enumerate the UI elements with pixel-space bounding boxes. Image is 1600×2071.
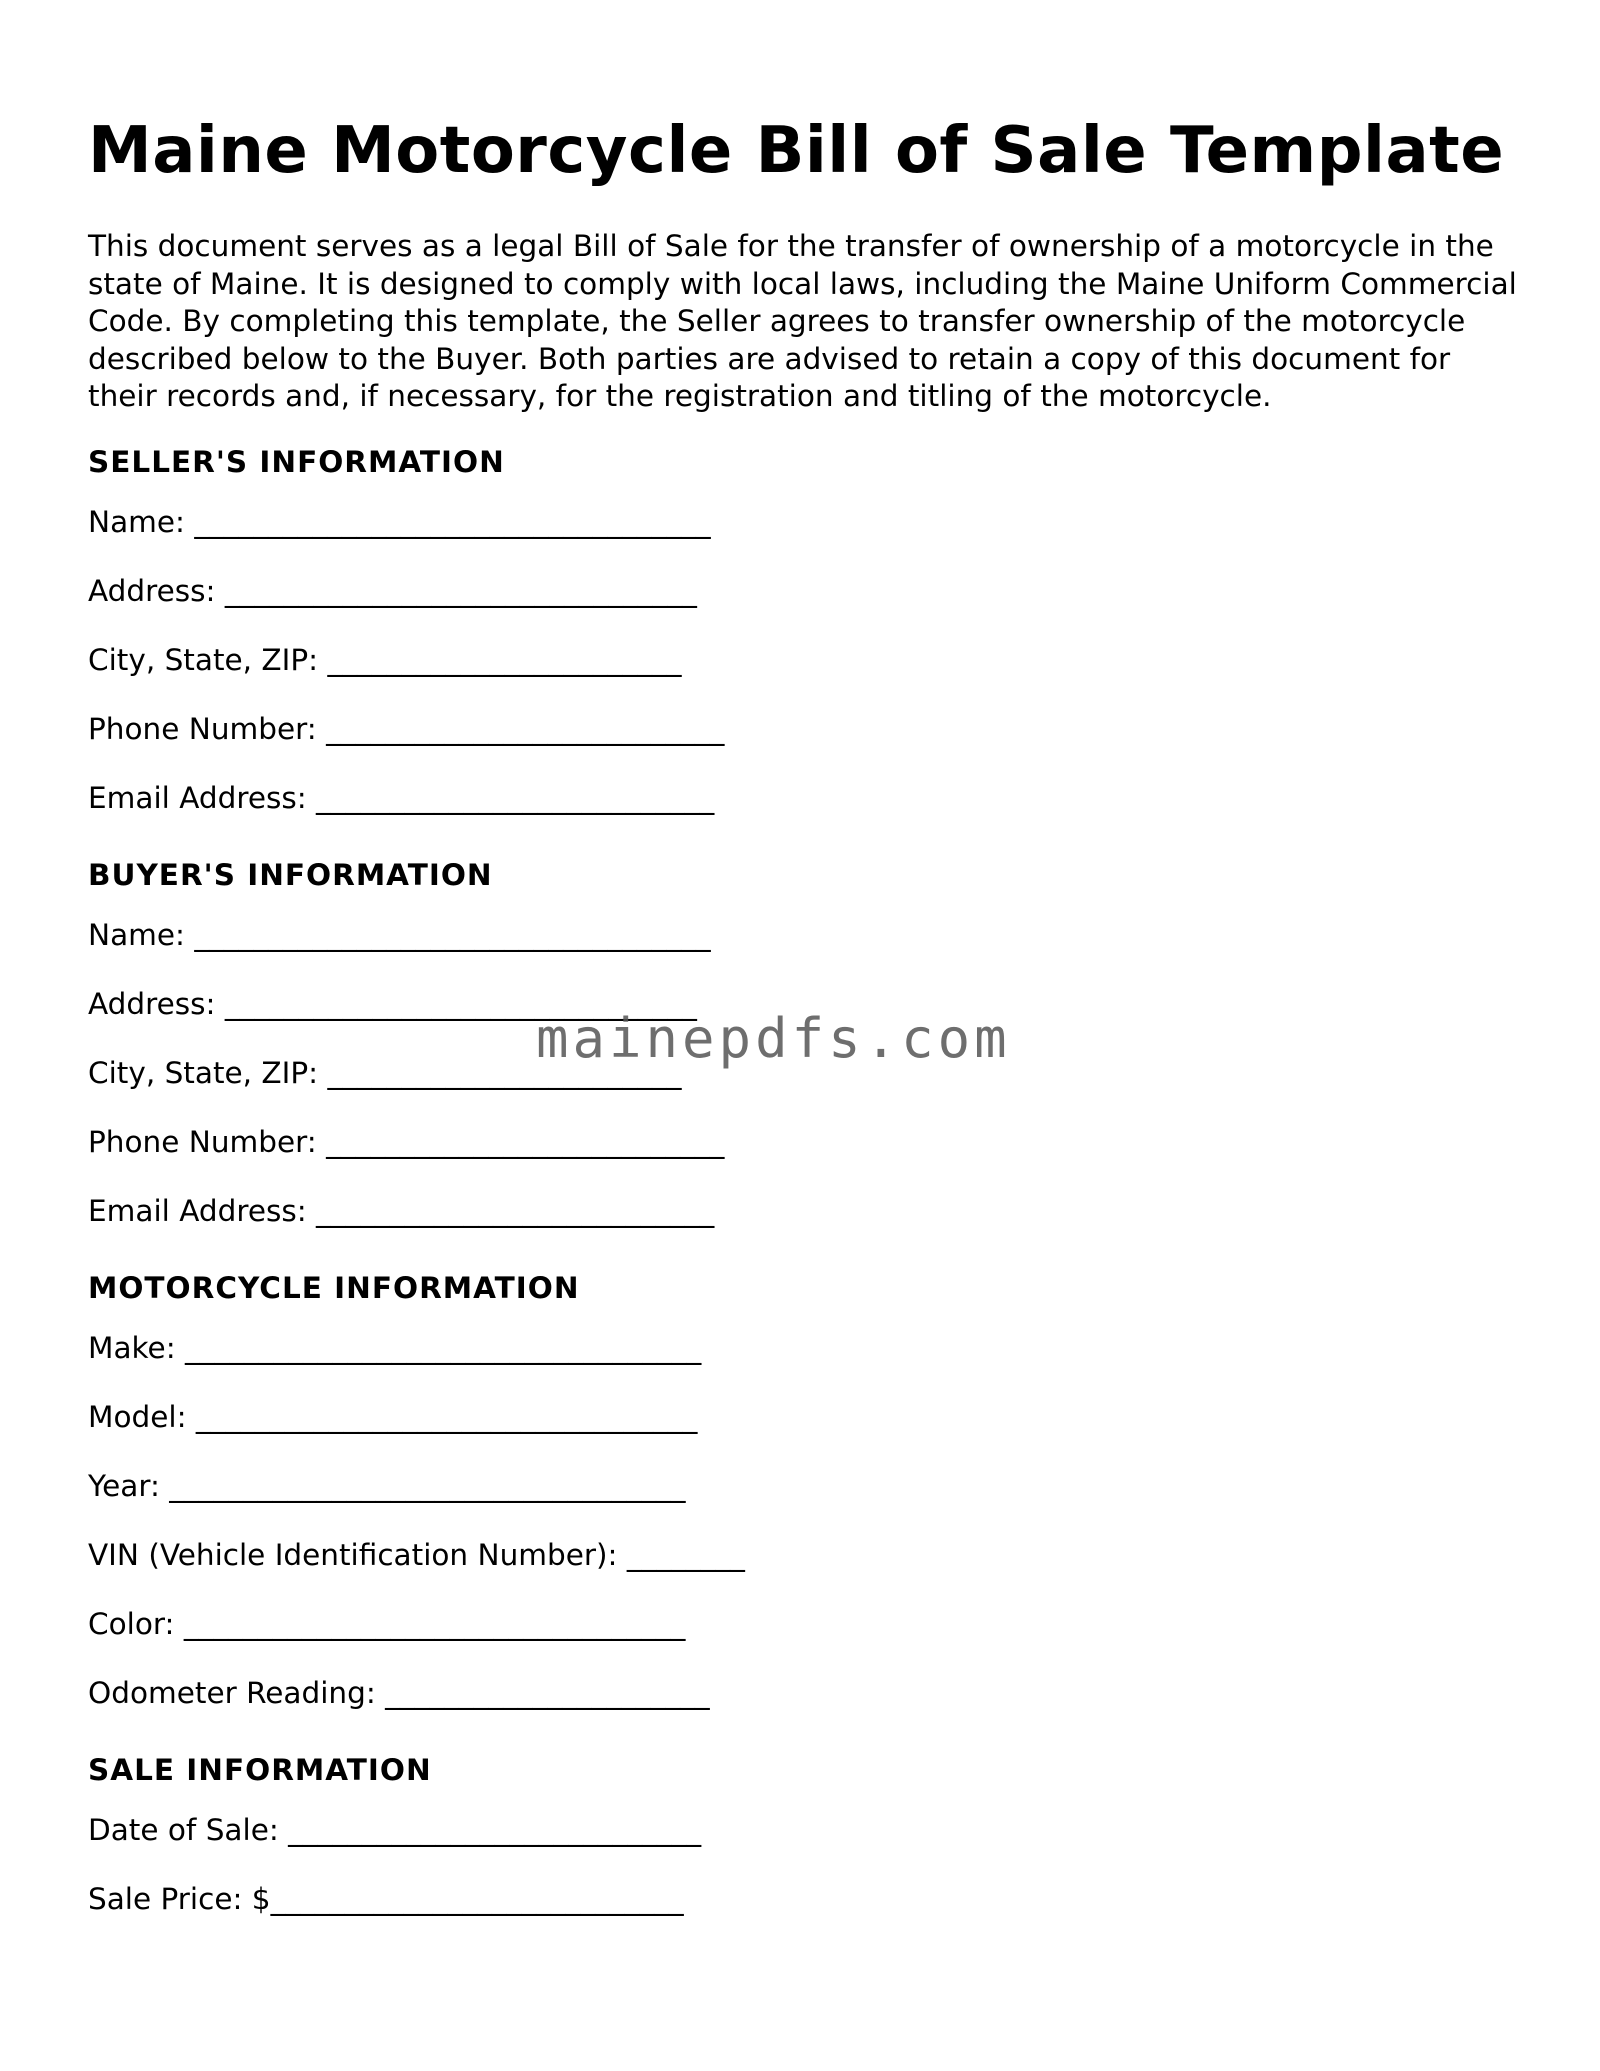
field-label: Sale Price: $ — [88, 1881, 271, 1916]
field-label: Odometer Reading: — [88, 1675, 386, 1710]
field-blank[interactable]: ___________________________________ — [194, 504, 711, 539]
field-label: Make: — [88, 1330, 186, 1365]
field-label: Email Address: — [88, 780, 317, 815]
field-blank[interactable]: ________________________________ — [224, 986, 697, 1021]
seller-name-field[interactable] — [88, 488, 1528, 557]
field-label: City, State, ZIP: — [88, 1055, 328, 1090]
motorcycle-make-field[interactable] — [88, 1314, 1528, 1383]
motorcycle-vin-field[interactable] — [88, 1521, 1528, 1590]
seller-section — [88, 437, 1528, 833]
sale-section — [88, 1745, 1528, 1934]
seller-address-field[interactable] — [88, 557, 1528, 626]
field-blank[interactable]: ___________________________ — [326, 1124, 725, 1159]
field-label: Color: — [88, 1606, 184, 1641]
buyer-heading: BUYER'S INFORMATION — [88, 857, 493, 892]
field-blank[interactable]: ____________________________ — [270, 1881, 684, 1916]
seller-email-field[interactable] — [88, 764, 1528, 833]
field-blank[interactable]: ________________________________ — [224, 573, 697, 608]
field-label: City, State, ZIP: — [88, 642, 328, 677]
field-blank[interactable]: ____________________________ — [288, 1812, 702, 1847]
field-label: Date of Sale: — [88, 1812, 289, 1847]
watermark-text: mainepdfs.com — [536, 1007, 1011, 1070]
field-label: Year: — [88, 1468, 170, 1503]
sale-price-field[interactable] — [88, 1865, 1528, 1934]
seller-phone-field[interactable] — [88, 695, 1528, 764]
field-label: Name: — [88, 917, 195, 952]
field-label: Email Address: — [88, 1193, 317, 1228]
sale-date-field[interactable] — [88, 1796, 1528, 1865]
field-blank[interactable]: ________________________ — [327, 642, 682, 677]
seller-city-state-zip-field[interactable] — [88, 626, 1528, 695]
field-blank[interactable]: ________________________ — [327, 1055, 682, 1090]
field-label: Model: — [88, 1399, 196, 1434]
field-blank[interactable]: ___________________________ — [316, 1193, 715, 1228]
buyer-phone-field[interactable] — [88, 1108, 1528, 1177]
field-label: Name: — [88, 504, 195, 539]
motorcycle-color-field[interactable] — [88, 1590, 1528, 1659]
intro-paragraph: This document serves as a legal Bill of Sale for the transfer of ownership of a motorcycle in the state of Maine. It is designed to comply with local laws, including the Maine Uniform Commercial Code. By completing this template, the Seller agrees to transfer ownership of the motorcycle described below to the Buyer. Both parties are advised to retain a copy of this document for their records and, if necessary, for the registration and titling of the motorcycle. — [88, 229, 1517, 413]
buyer-name-field[interactable] — [88, 901, 1528, 970]
field-blank[interactable]: ______________________ — [385, 1675, 710, 1710]
field-blank[interactable]: ___________________________________ — [194, 917, 711, 952]
field-label: Address: — [88, 573, 225, 608]
buyer-email-field[interactable] — [88, 1177, 1528, 1246]
field-blank[interactable]: ___________________________ — [316, 780, 715, 815]
document-title: Maine Motorcycle Bill of Sale Template — [88, 114, 1505, 188]
field-blank[interactable]: ___________________________________ — [185, 1330, 702, 1365]
seller-heading: SELLER'S INFORMATION — [88, 444, 505, 479]
field-blank[interactable]: __________________________________ — [183, 1606, 686, 1641]
motorcycle-odometer-field[interactable] — [88, 1659, 1528, 1728]
field-label: Address: — [88, 986, 225, 1021]
field-blank[interactable]: ________ — [626, 1537, 745, 1572]
field-blank[interactable]: __________________________________ — [195, 1399, 698, 1434]
field-label: Phone Number: — [88, 711, 327, 746]
sale-heading: SALE INFORMATION — [88, 1752, 432, 1787]
field-blank[interactable]: ___________________________________ — [169, 1468, 686, 1503]
motorcycle-model-field[interactable] — [88, 1383, 1528, 1452]
motorcycle-year-field[interactable] — [88, 1452, 1528, 1521]
field-label: Phone Number: — [88, 1124, 327, 1159]
field-blank[interactable]: ___________________________ — [326, 711, 725, 746]
motorcycle-heading: MOTORCYCLE INFORMATION — [88, 1270, 580, 1305]
motorcycle-section — [88, 1263, 1528, 1728]
field-label: VIN (Vehicle Identification Number): — [88, 1537, 627, 1572]
